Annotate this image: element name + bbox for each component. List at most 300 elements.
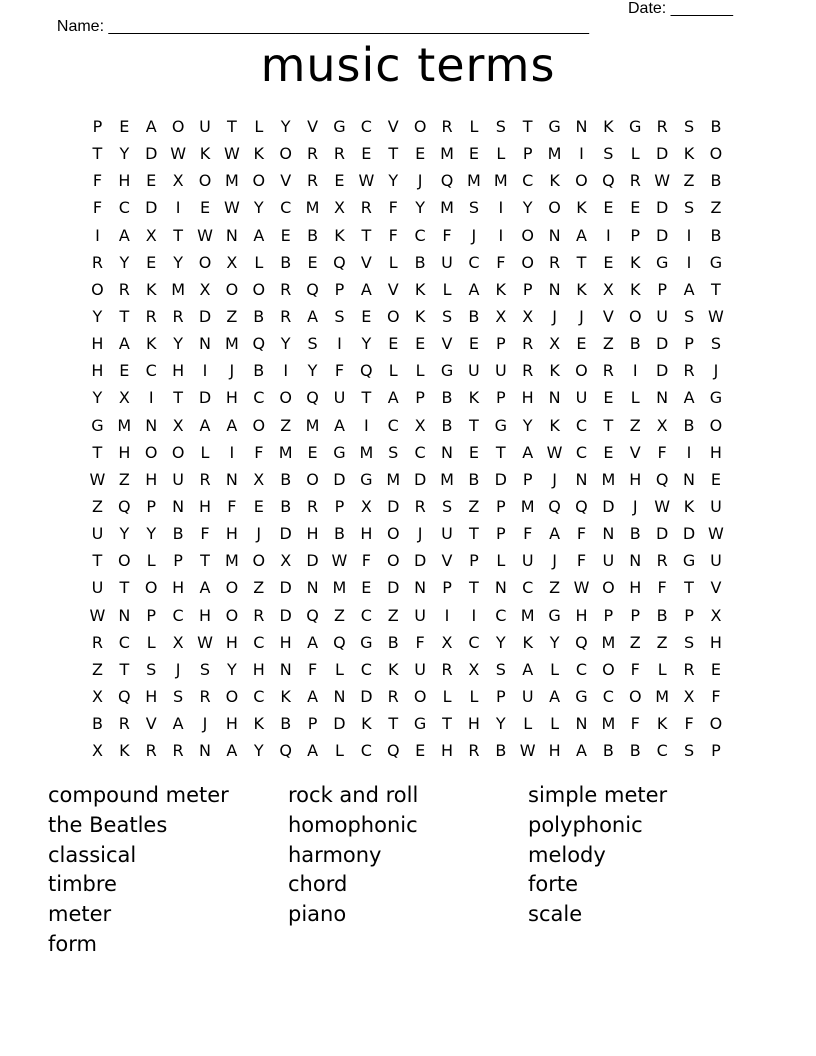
grid-letter: M	[224, 551, 239, 571]
grid-letter: H	[225, 632, 238, 652]
grid-letter: L	[146, 632, 156, 652]
grid-letter: K	[199, 144, 211, 164]
grid-letter: R	[307, 144, 319, 164]
grid-letter: S	[495, 117, 506, 136]
grid-letter: C	[495, 605, 507, 625]
word-list-item: simple meter	[528, 783, 668, 807]
grid-letter: X	[172, 632, 184, 652]
grid-letter: O	[709, 714, 723, 734]
grid-letter: P	[522, 279, 533, 299]
grid-letter: I	[498, 198, 504, 218]
grid-letter: D	[360, 686, 373, 706]
grid-letter: O	[279, 144, 292, 164]
grid-letter: E	[146, 171, 157, 191]
grid-letter: C	[118, 632, 130, 652]
grid-letter: L	[335, 659, 344, 679]
grid-letter: B	[172, 524, 184, 544]
grid-letter: T	[469, 578, 479, 598]
grid-letter: R	[91, 632, 103, 652]
grid-letter: U	[656, 306, 668, 326]
grid-letter: Q	[440, 171, 454, 191]
grid-letter: D	[279, 605, 292, 625]
grid-letter: W	[223, 198, 240, 218]
grid-letter: O	[709, 144, 723, 164]
grid-letter: J	[713, 361, 719, 381]
grid-letter: B	[710, 171, 722, 191]
grid-letter: B	[495, 741, 507, 761]
grid-letter: Q	[252, 334, 266, 354]
grid-letter: S	[468, 198, 479, 218]
grid-letter: E	[468, 144, 479, 164]
grid-letter: X	[602, 279, 614, 299]
grid-letter: M	[386, 469, 401, 489]
grid-letter: H	[709, 632, 722, 652]
grid-letter: E	[415, 144, 426, 164]
grid-letter: I	[632, 361, 638, 381]
grid-letter: D	[655, 198, 669, 218]
grid-letter: X	[333, 198, 345, 218]
grid-letter: R	[387, 686, 399, 706]
grid-letter: D	[145, 198, 158, 218]
grid-letter: O	[252, 171, 266, 191]
grid-letter: G	[548, 605, 561, 625]
grid-letter: B	[441, 415, 453, 435]
grid-letter: Z	[280, 415, 292, 435]
grid-letter: K	[145, 279, 157, 299]
grid-letter: A	[307, 741, 319, 761]
grid-letter: M	[601, 469, 616, 489]
grid-letter: G	[709, 252, 723, 272]
grid-letter: H	[521, 388, 534, 408]
grid-letter: M	[305, 198, 320, 218]
grid-letter: Y	[522, 415, 533, 435]
grid-letter: F	[576, 524, 587, 544]
grid-letter: O	[628, 686, 642, 706]
grid-letter: V	[602, 306, 614, 326]
grid-letter: W	[358, 171, 375, 191]
grid-letter: A	[333, 415, 345, 435]
grid-letter: N	[172, 496, 185, 516]
grid-letter: W	[170, 144, 187, 164]
grid-letter: P	[495, 388, 506, 408]
grid-letter: Z	[91, 496, 103, 516]
grid-letter: T	[173, 225, 183, 245]
grid-letter: V	[387, 117, 399, 136]
grid-letter: T	[576, 252, 587, 272]
grid-letter: F	[388, 225, 398, 245]
grid-letter: L	[254, 117, 264, 136]
grid-letter: C	[656, 741, 668, 761]
grid-letter: Q	[360, 361, 373, 381]
grid-letter: B	[441, 388, 453, 408]
grid-letter: Y	[119, 524, 130, 544]
grid-letter: O	[144, 578, 158, 598]
grid-letter: W	[654, 171, 671, 191]
grid-letter: X	[118, 388, 130, 408]
grid-letter: T	[92, 551, 103, 571]
grid-letter: M	[332, 578, 347, 598]
grid-letter: B	[683, 415, 695, 435]
grid-letter: Y	[173, 334, 183, 354]
grid-letter: Z	[468, 496, 480, 516]
grid-letter: K	[576, 279, 587, 299]
grid-letter: H	[225, 388, 238, 408]
grid-letter: G	[333, 442, 346, 462]
grid-letter: O	[279, 388, 292, 408]
grid-letter: L	[496, 144, 506, 164]
grid-letter: S	[603, 144, 614, 164]
grid-letter: E	[146, 252, 157, 272]
grid-letter: K	[683, 496, 695, 516]
grid-letter: L	[630, 144, 640, 164]
grid-letter: T	[495, 442, 506, 462]
grid-letter: R	[522, 361, 534, 381]
grid-letter: B	[468, 306, 480, 326]
grid-letter: I	[229, 442, 235, 462]
grid-letter: C	[575, 415, 588, 435]
grid-letter: R	[91, 252, 103, 272]
grid-letter: J	[175, 659, 181, 679]
grid-letter: S	[173, 686, 184, 706]
grid-letter: Z	[710, 198, 722, 218]
grid-letter: B	[307, 225, 319, 245]
grid-letter: I	[579, 144, 584, 164]
grid-letter: L	[657, 659, 667, 679]
grid-letter: B	[280, 496, 292, 516]
grid-letter: C	[575, 659, 588, 679]
grid-letter: J	[552, 469, 557, 489]
grid-letter: R	[414, 496, 426, 516]
grid-letter: N	[199, 334, 211, 354]
grid-letter: M	[224, 334, 239, 354]
grid-letter: S	[146, 659, 157, 679]
grid-letter: P	[415, 388, 425, 408]
grid-letter: S	[710, 334, 721, 354]
grid-letter: U	[199, 117, 211, 136]
grid-letter: X	[441, 632, 453, 652]
grid-letter: O	[575, 171, 588, 191]
grid-letter: E	[307, 252, 318, 272]
grid-letter: M	[467, 171, 481, 191]
grid-letter: P	[469, 551, 479, 571]
grid-letter: S	[683, 306, 695, 326]
grid-letter: E	[361, 144, 372, 164]
grid-letter: K	[361, 714, 372, 734]
grid-letter: T	[684, 578, 694, 598]
grid-letter: E	[603, 442, 614, 462]
grid-letter: K	[630, 252, 641, 272]
grid-letter: X	[710, 605, 722, 625]
grid-letter: N	[575, 469, 588, 489]
grid-letter: D	[655, 225, 669, 245]
grid-letter: O	[521, 252, 534, 272]
grid-letter: M	[520, 605, 535, 625]
grid-letter: U	[710, 496, 722, 516]
grid-letter: I	[95, 225, 100, 245]
grid-letter: D	[387, 578, 400, 598]
word-list-item: form	[48, 931, 97, 956]
grid-letter: C	[522, 171, 534, 191]
grid-letter: K	[468, 388, 480, 408]
grid-letter: A	[253, 225, 265, 245]
grid-letter: Q	[333, 632, 346, 652]
grid-letter: L	[550, 659, 560, 679]
grid-letter: C	[522, 578, 534, 598]
grid-letter: P	[92, 117, 103, 136]
grid-letter: R	[118, 714, 130, 734]
grid-letter: W	[519, 741, 536, 761]
grid-letter: U	[414, 659, 426, 679]
grid-letter: T	[469, 415, 479, 435]
grid-letter: Q	[306, 388, 319, 408]
grid-letter: M	[359, 442, 374, 462]
grid-letter: W	[197, 632, 213, 652]
grid-letter: B	[280, 252, 292, 272]
grid-letter: L	[388, 361, 398, 381]
word-list-item: rock and roll	[288, 783, 419, 807]
grid-letter: V	[441, 551, 453, 571]
grid-letter: Z	[656, 632, 668, 652]
grid-letter: P	[630, 225, 641, 245]
grid-letter: C	[360, 605, 372, 625]
grid-letter: E	[630, 198, 641, 218]
grid-letter: T	[227, 117, 237, 136]
grid-letter: A	[118, 334, 130, 354]
word-list-item: classical	[48, 842, 137, 867]
grid-letter: A	[387, 388, 399, 408]
grid-letter: D	[413, 469, 427, 489]
grid-letter: T	[119, 578, 130, 598]
grid-letter: R	[118, 279, 130, 299]
grid-letter: F	[684, 714, 694, 734]
grid-letter: B	[253, 306, 265, 326]
grid-letter: A	[576, 225, 587, 245]
grid-letter: A	[549, 686, 561, 706]
grid-letter: Q	[602, 171, 615, 191]
grid-letter: F	[254, 442, 264, 462]
grid-letter: G	[682, 551, 696, 571]
grid-letter: A	[683, 388, 695, 408]
grid-letter: C	[360, 117, 372, 136]
grid-letter: U	[91, 524, 104, 544]
word-list-item: chord	[288, 872, 348, 897]
grid-letter: Y	[92, 306, 103, 326]
grid-letter: L	[415, 361, 425, 381]
grid-letter: N	[199, 741, 211, 761]
grid-letter: Q	[548, 496, 561, 516]
grid-letter: I	[202, 361, 208, 381]
grid-letter: V	[387, 279, 399, 299]
grid-letter: V	[145, 714, 157, 734]
grid-letter: E	[468, 334, 479, 354]
grid-letter: R	[172, 741, 184, 761]
grid-letter: R	[280, 306, 292, 326]
grid-letter: D	[198, 306, 212, 326]
grid-letter: C	[414, 442, 426, 462]
word-list-item: timbre	[48, 872, 117, 897]
grid-letter: K	[549, 171, 560, 191]
grid-letter: T	[522, 117, 533, 136]
grid-letter: P	[630, 605, 641, 625]
grid-letter: J	[552, 306, 557, 326]
grid-letter: M	[547, 144, 562, 164]
grid-letter: F	[227, 496, 237, 516]
grid-letter: D	[145, 144, 158, 164]
grid-letter: Z	[226, 306, 238, 326]
grid-letter: R	[441, 117, 453, 136]
grid-letter: A	[522, 442, 534, 462]
grid-letter: L	[550, 714, 560, 734]
grid-letter: T	[388, 714, 399, 734]
grid-letter: X	[91, 741, 103, 761]
grid-letter: Y	[522, 198, 533, 218]
grid-letter: O	[602, 659, 615, 679]
grid-letter: Y	[227, 659, 237, 679]
grid-letter: O	[252, 415, 266, 435]
grid-letter: V	[441, 334, 453, 354]
grid-letter: K	[549, 415, 560, 435]
grid-letter: A	[576, 741, 587, 761]
grid-letter: D	[306, 551, 319, 571]
grid-letter: O	[386, 551, 400, 571]
grid-letter: F	[92, 198, 103, 218]
grid-letter: C	[118, 198, 130, 218]
grid-letter: H	[118, 442, 131, 462]
word-list-item: the Beatles	[48, 812, 168, 837]
grid-letter: D	[413, 551, 427, 571]
grid-letter: I	[337, 334, 342, 354]
grid-letter: H	[91, 361, 104, 381]
grid-letter: Z	[91, 659, 103, 679]
grid-letter: A	[145, 117, 157, 136]
grid-letter: R	[145, 741, 157, 761]
grid-letter: K	[576, 198, 587, 218]
grid-letter: X	[280, 551, 292, 571]
grid-letter: H	[198, 496, 212, 516]
grid-letter: Q	[575, 496, 588, 516]
grid-letter: G	[494, 415, 507, 435]
grid-letter: W	[331, 551, 348, 571]
grid-letter: H	[279, 632, 292, 652]
grid-letter: M	[601, 632, 616, 652]
grid-letter: R	[199, 686, 211, 706]
grid-letter: J	[256, 524, 262, 544]
grid-letter: K	[656, 714, 668, 734]
grid-letter: M	[171, 279, 186, 299]
grid-letter: I	[471, 605, 477, 625]
grid-letter: S	[441, 496, 453, 516]
grid-letter: E	[334, 171, 345, 191]
grid-letter: N	[548, 225, 561, 245]
grid-letter: J	[202, 714, 208, 734]
grid-letter: M	[440, 469, 454, 489]
grid-letter: B	[333, 524, 345, 544]
grid-letter: H	[629, 469, 642, 489]
grid-letter: N	[575, 117, 588, 136]
grid-letter: K	[119, 741, 130, 761]
grid-letter: N	[602, 524, 615, 544]
puzzle-title: music terms	[260, 38, 556, 92]
grid-letter: C	[387, 415, 399, 435]
grid-letter: K	[495, 279, 507, 299]
grid-letter: X	[91, 686, 103, 706]
grid-letter: W	[223, 144, 240, 164]
grid-letter: H	[360, 524, 373, 544]
grid-letter: O	[306, 469, 319, 489]
grid-letter: M	[520, 496, 535, 516]
word-list-item: piano	[288, 902, 347, 927]
grid-letter: Z	[602, 334, 614, 354]
grid-letter: Y	[280, 334, 291, 354]
grid-letter: Y	[173, 252, 183, 272]
grid-letter: H	[145, 469, 158, 489]
grid-letter: O	[413, 686, 427, 706]
grid-letter: O	[144, 442, 158, 462]
grid-letter: T	[388, 144, 399, 164]
grid-letter: G	[440, 361, 454, 381]
grid-letter: N	[441, 442, 453, 462]
grid-letter: D	[198, 388, 212, 408]
word-list-item: forte	[528, 872, 579, 897]
grid-letter: A	[199, 415, 211, 435]
grid-letter: N	[225, 469, 238, 489]
grid-letter: M	[601, 714, 616, 734]
grid-letter: L	[630, 388, 640, 408]
grid-letter: G	[655, 252, 669, 272]
grid-letter: I	[686, 225, 692, 245]
grid-letter: B	[253, 361, 265, 381]
grid-letter: E	[361, 306, 372, 326]
grid-letter: G	[709, 388, 723, 408]
grid-letter: A	[118, 225, 130, 245]
grid-letter: X	[172, 415, 184, 435]
grid-letter: Y	[415, 198, 426, 218]
grid-letter: A	[307, 686, 319, 706]
grid-letter: O	[225, 578, 239, 598]
grid-letter: U	[414, 605, 426, 625]
grid-letter: T	[119, 659, 130, 679]
grid-letter: O	[575, 361, 588, 381]
grid-letter: M	[655, 686, 670, 706]
grid-letter: B	[280, 714, 292, 734]
grid-letter: X	[549, 334, 561, 354]
grid-letter: E	[307, 442, 318, 462]
grid-letter: V	[280, 171, 292, 191]
grid-letter: O	[521, 225, 534, 245]
grid-letter: P	[146, 496, 157, 516]
grid-letter: B	[710, 225, 722, 245]
grid-letter: R	[468, 741, 480, 761]
grid-letter: N	[683, 469, 696, 489]
grid-letter: O	[602, 578, 615, 598]
grid-letter: L	[469, 686, 479, 706]
grid-letter: N	[225, 225, 238, 245]
grid-letter: E	[603, 198, 614, 218]
grid-letter: U	[441, 252, 453, 272]
grid-letter: R	[172, 306, 184, 326]
grid-letter: W	[89, 469, 106, 489]
grid-letter: E	[253, 496, 264, 516]
grid-letter: H	[629, 578, 642, 598]
grid-letter: H	[306, 524, 319, 544]
grid-letter: K	[334, 225, 345, 245]
grid-letter: B	[629, 524, 641, 544]
grid-letter: J	[417, 171, 423, 191]
grid-letter: X	[683, 686, 695, 706]
grid-letter: Y	[388, 171, 399, 191]
grid-letter: C	[280, 198, 292, 218]
grid-letter: H	[441, 741, 454, 761]
